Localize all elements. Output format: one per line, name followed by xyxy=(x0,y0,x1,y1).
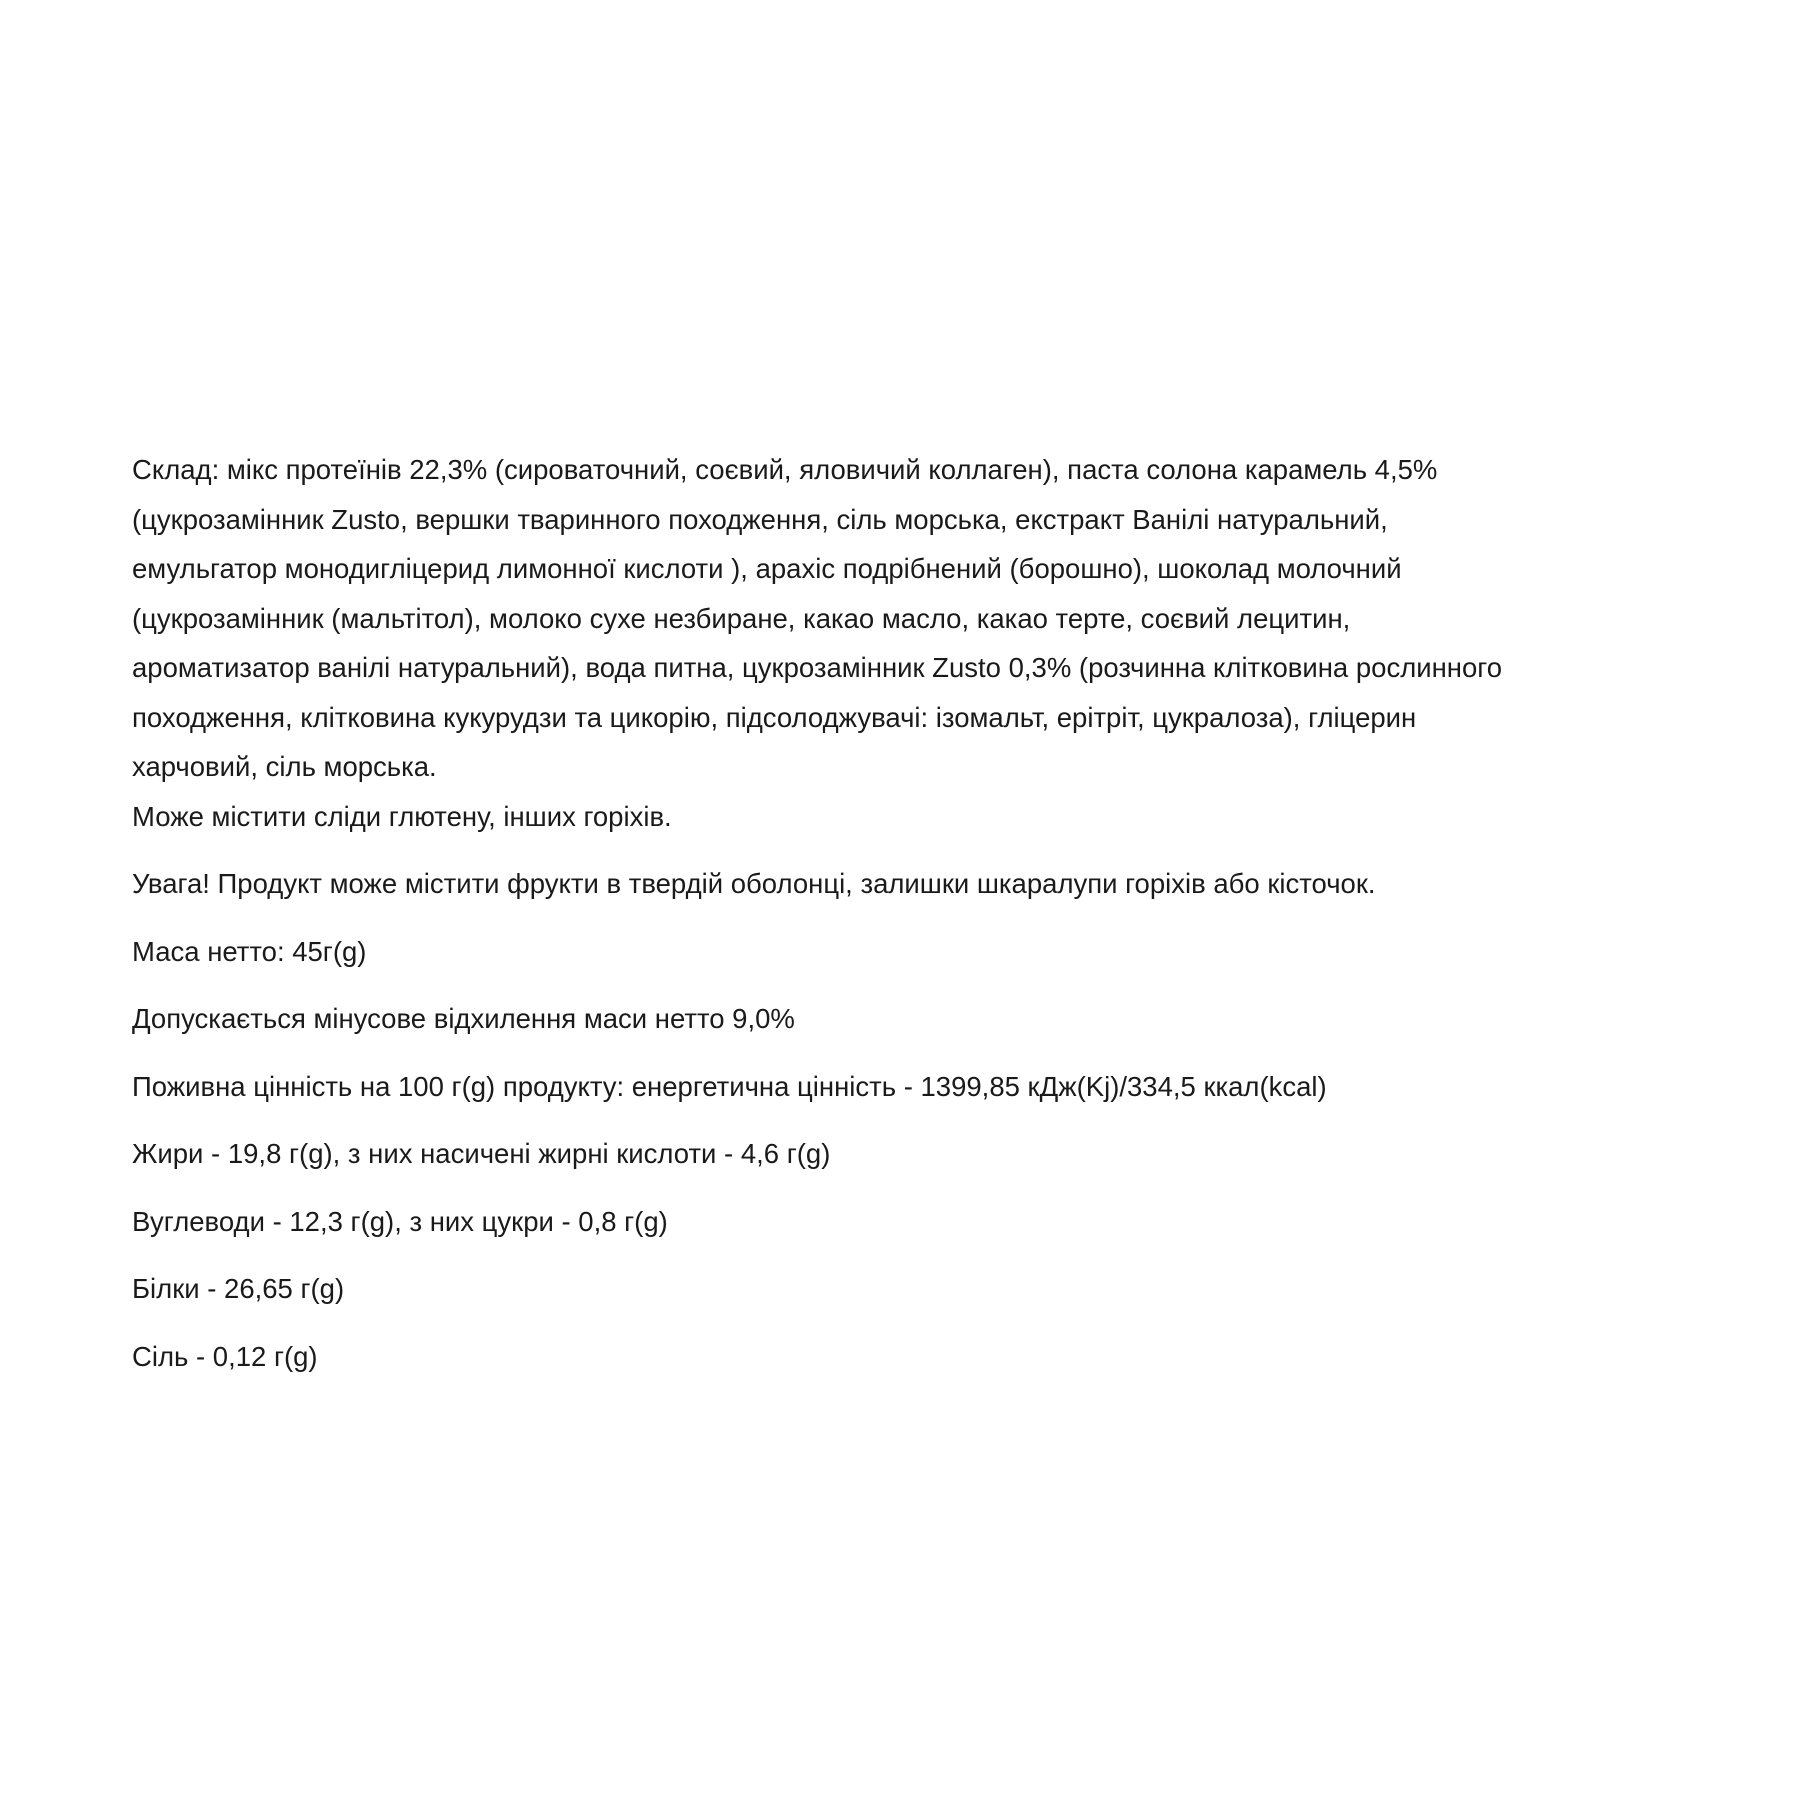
weight-tolerance-text: Допускається мінусове відхилення маси нетто 9,0% xyxy=(132,1003,795,1034)
ingredients-text: Склад: мікс протеїнів 22,3% (сироваточний, соєвий, яловичий коллаген), паста солона карамель 4,5% (цукрозамінник Zusto, вершки тваринного походження, сіль морська, екстракт Ванілі натуральний, емульгатор монодигліцерид лимонної кислоти ), арахіс подрібнений (борошно), шоколад молочний (цукрозамінник (мальтітол), молоко сухе незбиране, какао масло, какао терте, соєвий лецитин, ароматизатор ванілі натуральний), вода питна, цукрозамінник Zusto 0,3% (розчинна клітковина рослинного походження, клітковина кукурудзи та цикорію, підсолоджувачі: ізомальт, ерітріт, цукралоза), гліцерин харчовий, сіль морська. xyxy=(132,454,1503,782)
warning-text: Увага! Продукт може містити фрукти в твердій оболонці, залишки шкаралупи горіхів або кісточок. xyxy=(132,868,1376,899)
nutrition-salt-text: Сіль - 0,12 г(g) xyxy=(132,1340,318,1372)
nutrition-carbs-text: Вуглеводи - 12,3 г(g), з них цукри - 0,8 г(g) xyxy=(132,1205,668,1237)
product-label xyxy=(132,445,1692,1381)
nutrition-energy-text: Поживна цінність на 100 г(g) продукту: енергетична цінність - 1399,85 кДж(Kj)/334,5 ккал(kcal) xyxy=(132,1070,1327,1102)
net-weight-text: Маса нетто: 45г(g) xyxy=(132,935,367,967)
allergens-text: Може містити сліди глютену, інших горіхів. xyxy=(132,800,672,832)
nutrition-fats-text: Жири - 19,8 г(g), з них насичені жирні кислоти - 4,6 г(g) xyxy=(132,1138,831,1169)
nutrition-protein-text: Білки - 26,65 г(g) xyxy=(132,1273,345,1304)
